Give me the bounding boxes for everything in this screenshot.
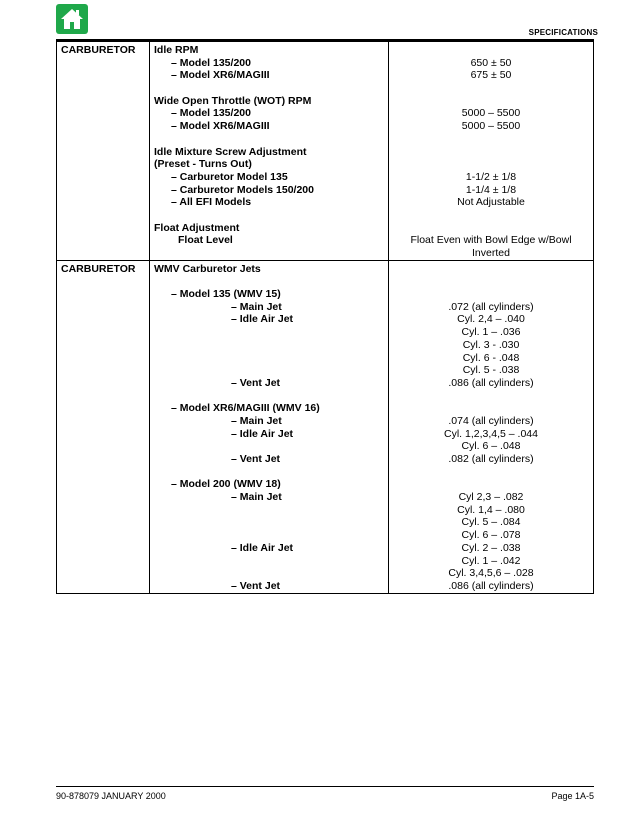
spec-value-cell — [389, 260, 594, 593]
document-number: 90-878079 JANUARY 2000 — [56, 791, 166, 801]
spec-value — [393, 466, 589, 479]
spec-value: Cyl. 1 – .042 — [461, 554, 521, 567]
spec-label — [154, 326, 384, 339]
spec-section-row — [57, 260, 594, 593]
spec-label: – Idle Air Jet — [231, 541, 294, 554]
spec-value — [393, 275, 589, 288]
spec-value: Cyl. 1,4 – .080 — [457, 503, 525, 516]
spec-label: – Model 135 (WMV 15) — [171, 288, 281, 301]
spec-label: WMV Carburetor Jets — [154, 262, 261, 275]
spec-label: – Vent Jet — [231, 579, 281, 592]
spec-value — [393, 222, 589, 235]
home-button[interactable] — [56, 4, 88, 34]
spec-value — [393, 288, 589, 301]
spec-value: Cyl. 5 - .038 — [462, 364, 520, 377]
category-cell — [57, 42, 150, 261]
spec-value: .082 (all cylinders) — [448, 453, 534, 465]
spec-label: – Main Jet — [231, 491, 282, 504]
spec-label — [154, 555, 384, 568]
category-label: CARBURETOR — [61, 44, 136, 56]
spec-label-cell — [150, 260, 389, 593]
spec-label: – All EFI Models — [171, 196, 252, 209]
spec-label — [154, 352, 384, 365]
spec-value: Cyl 2,3 – .082 — [458, 491, 524, 504]
spec-value: Cyl. 6 – .048 — [461, 440, 521, 453]
spec-value: 675 ± 50 — [470, 69, 512, 82]
spec-value — [393, 158, 589, 171]
footer-divider — [56, 786, 594, 787]
spec-value — [393, 44, 589, 57]
spec-value — [393, 209, 589, 222]
spec-section-row — [57, 42, 594, 261]
spec-label — [154, 466, 384, 479]
spec-value: Inverted — [472, 247, 510, 259]
spec-value: Cyl. 2,4 – .040 — [457, 313, 525, 326]
spec-value: Cyl. 2 – .038 — [461, 541, 521, 554]
spec-label — [154, 133, 384, 146]
spec-label: Float Level — [178, 234, 233, 247]
category-cell — [57, 260, 150, 593]
spec-label-cell — [150, 42, 389, 261]
spec-label: – Main Jet — [231, 300, 282, 313]
spec-label — [154, 529, 384, 542]
spec-value — [393, 402, 589, 415]
spec-label — [154, 504, 384, 517]
spec-label — [154, 82, 384, 95]
spec-value: .086 (all cylinders) — [448, 579, 534, 592]
specifications-table — [56, 41, 594, 594]
spec-value: 650 ± 50 — [470, 56, 512, 69]
spec-label: – Carburetor Model 135 — [171, 170, 288, 183]
spec-label — [154, 364, 384, 377]
spec-value — [393, 478, 589, 491]
spec-label: – Model XR6/MAGIII (WMV 16) — [171, 402, 320, 415]
spec-label: – Idle Air Jet — [231, 313, 294, 326]
spec-value: Cyl. 3,4,5,6 – .028 — [448, 567, 534, 580]
spec-value: Cyl. 5 – .084 — [461, 516, 521, 529]
spec-value-cell — [389, 42, 594, 261]
page-number: Page 1A-5 — [551, 791, 594, 801]
spec-value — [393, 133, 589, 146]
spec-value: Cyl. 6 - .048 — [462, 351, 520, 364]
spec-value — [393, 95, 589, 108]
spec-label: – Model 135/200 — [171, 56, 251, 69]
spec-label: – Idle Air Jet — [231, 427, 294, 440]
spec-value: Cyl. 1 – .036 — [461, 326, 521, 339]
spec-label: Float Adjustment — [154, 221, 240, 234]
spec-label: – Carburetor Models 150/200 — [171, 183, 314, 196]
home-icon — [60, 7, 84, 31]
spec-label: – Model 200 (WMV 18) — [171, 478, 281, 491]
spec-label: – Model 135/200 — [171, 107, 251, 120]
spec-value: 5000 – 5500 — [461, 120, 521, 133]
spec-label — [154, 339, 384, 352]
spec-label: (Preset - Turns Out) — [154, 158, 252, 171]
spec-value: 1-1/4 ± 1/8 — [465, 183, 517, 196]
spec-label: – Model XR6/MAGIII — [171, 69, 270, 82]
spec-value: Cyl. 3 - .030 — [462, 338, 520, 351]
spec-value: 5000 – 5500 — [461, 107, 521, 120]
spec-label — [154, 275, 384, 288]
spec-value: Not Adjustable — [457, 196, 525, 209]
spec-label — [154, 247, 384, 260]
spec-value: .086 (all cylinders) — [448, 376, 534, 389]
spec-label: – Vent Jet — [231, 376, 281, 389]
spec-label — [154, 390, 384, 403]
spec-label — [154, 516, 384, 529]
spec-value: .074 (all cylinders) — [448, 414, 534, 427]
spec-label — [154, 567, 384, 580]
spec-label: Idle RPM — [154, 44, 199, 56]
spec-value: 1-1/2 ± 1/8 — [465, 170, 517, 183]
spec-value: Cyl. 6 – .078 — [461, 529, 521, 542]
spec-label: – Model XR6/MAGIII — [171, 120, 270, 133]
spec-value — [393, 82, 589, 95]
page-header-title: SPECIFICATIONS — [528, 28, 598, 37]
spec-label: Idle Mixture Screw Adjustment — [154, 145, 307, 158]
spec-value: Float Even with Bowl Edge w/Bowl — [410, 234, 572, 247]
spec-value — [393, 263, 589, 276]
spec-value — [393, 146, 589, 159]
spec-label: – Vent Jet — [231, 453, 281, 465]
spec-value — [393, 390, 589, 403]
category-label: CARBURETOR — [61, 262, 136, 275]
spec-label: – Main Jet — [231, 414, 282, 427]
spec-label: Wide Open Throttle (WOT) RPM — [154, 94, 312, 107]
spec-label — [154, 209, 384, 222]
spec-value: .072 (all cylinders) — [448, 300, 534, 313]
spec-label — [154, 440, 384, 453]
spec-value: Cyl. 1,2,3,4,5 – .044 — [444, 427, 538, 440]
